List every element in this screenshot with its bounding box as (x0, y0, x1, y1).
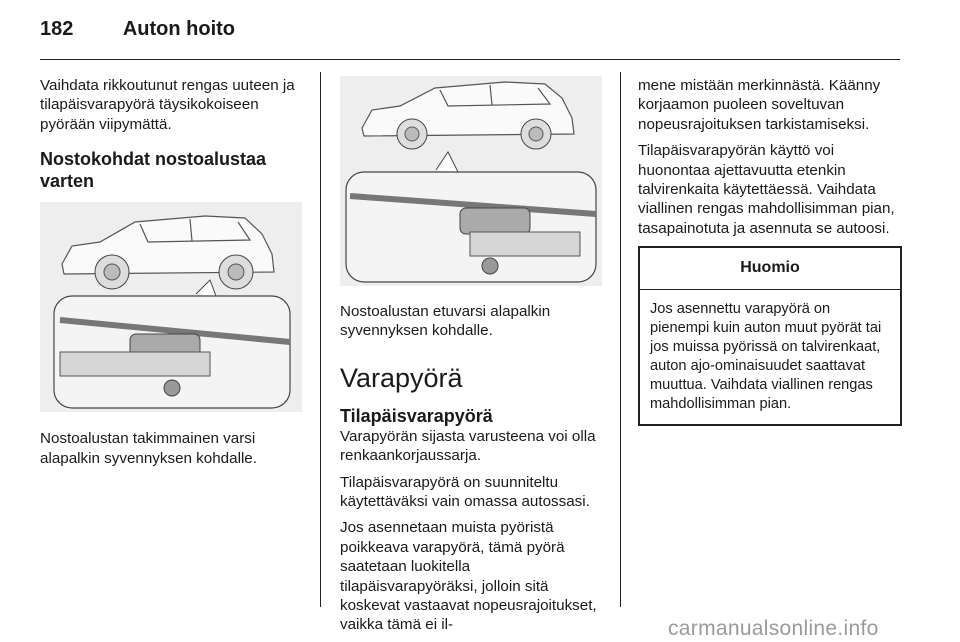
note-box (638, 246, 902, 425)
column-3 (638, 76, 902, 426)
page-number: 182 (40, 18, 74, 40)
chapter-title: Auton hoito (122, 18, 236, 40)
column-divider-2 (620, 72, 621, 607)
lift-points-heading: Nostokohdat nostoalustaa varten (40, 149, 267, 192)
spare-paragraph-3: Jos asennetaan muista pyöristä poikkeava varapyörä, tämä pyörä saatetaan luokitella tilapäisvarapyöräksi, jolloin sitä koskevat vastaavat nopeusrajoitukset, vaikka tämä ei il- (340, 519, 597, 634)
spare-wheel-heading: Varapyörä (340, 362, 463, 393)
watermark: carmanualsonline.info (668, 617, 879, 640)
car-front-lift-illustration (340, 76, 602, 286)
column-divider-1 (320, 72, 321, 607)
spare-paragraph-1: Varapyörän sijasta varusteena voi olla renkaankorjaussarja. (340, 427, 596, 465)
column-1 (40, 76, 308, 475)
note-body: Jos asennettu varapyörä on pienempi kuin auton muut pyörät tai jos muissa pyörissä on talvirenkaat, auton ajo-ominaisuudet saattavat muuttua. Vaihdata viallinen rengas mahdollisimman pian. (650, 300, 882, 412)
page-header (40, 18, 235, 41)
header-rule (40, 59, 900, 60)
column-2 (340, 76, 602, 642)
rear-lift-caption: Nostoalustan takimmainen varsi alapalkin syvennyksen kohdalle. (40, 430, 257, 467)
rear-lift-point-figure (40, 202, 302, 412)
car-lift-illustration (40, 202, 302, 412)
continued-paragraph: mene mistään merkinnästä. Käänny korjaamon puoleen soveltuvan nopeusrajoituksen tarkistamiseksi. (638, 77, 881, 133)
front-lift-point-figure (340, 76, 602, 286)
spare-paragraph-2: Tilapäisvarapyörä on suunniteltu käytettäväksi vain omassa autossasi. (340, 473, 590, 511)
temporary-spare-subheading: Tilapäisvarapyörä (340, 405, 493, 426)
front-lift-caption: Nostoalustan etuvarsi alapalkin syvennyksen kohdalle. (340, 303, 551, 340)
handling-paragraph: Tilapäisvarapyörän käyttö voi huonontaa ajettavuutta etenkin talvirenkaita käytettäessä. Vaihdata viallinen rengas mahdollisimman pian, tasapainotuta ja asennuta se autoosi. (638, 142, 895, 237)
intro-paragraph: Vaihdata rikkoutunut rengas uuteen ja tilapäisvarapyörä täysikokoiseen pyörään viipymättä. (40, 77, 295, 133)
note-title: Huomio (640, 248, 900, 289)
